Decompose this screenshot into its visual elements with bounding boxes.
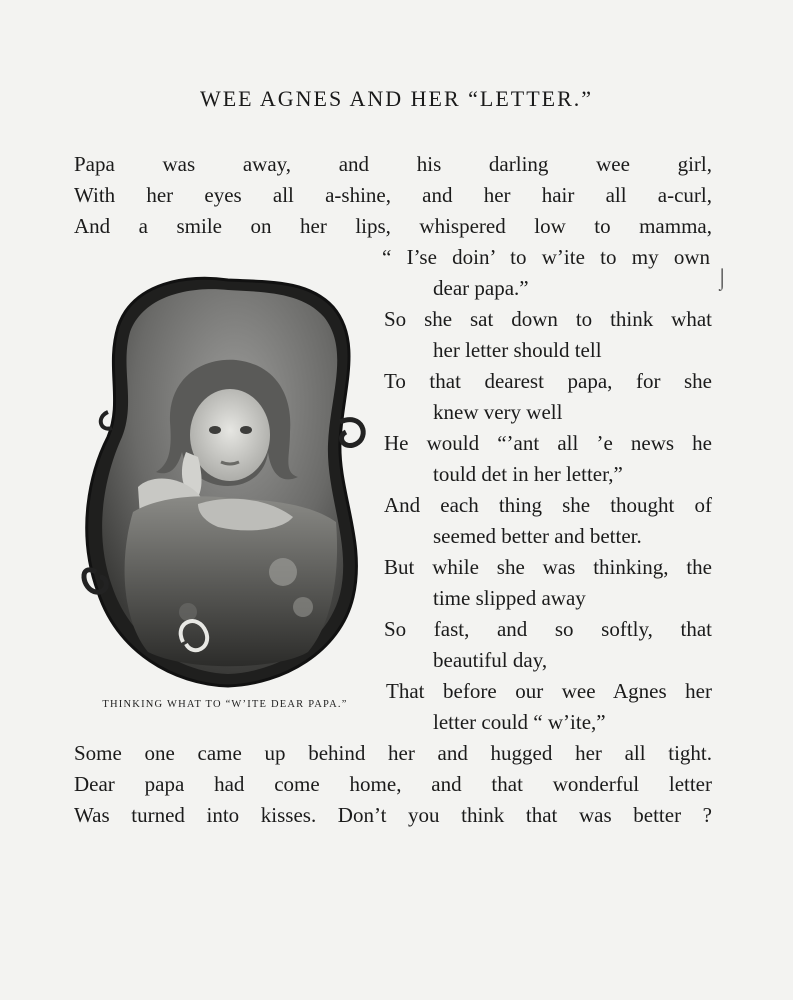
poem-line: her letter should tell — [433, 338, 602, 362]
poem-line: To that dearest papa, for she — [384, 369, 712, 393]
poem-line: And a smile on her lips, whispered low to mamma, — [74, 214, 712, 238]
poem-line: dear papa.” — [433, 276, 529, 300]
poem-line: seemed better and better. — [433, 524, 642, 548]
poem-line: letter could “ w’ite,” — [433, 710, 606, 734]
poem-line: And each thing she thought of — [384, 493, 712, 517]
poem-line: Was turned into kisses. Don’t you think that was better ? — [74, 803, 712, 827]
poem-line: “ I’se doin’ to w’ite to my own — [382, 245, 710, 269]
poem-line: So fast, and so softly, that — [384, 617, 712, 641]
poem-line: knew very well — [433, 400, 563, 424]
poem-line: He would “’ant all ’e news he — [384, 431, 712, 455]
margin-mark: ⌡ — [716, 268, 729, 290]
poem-line: So she sat down to think what — [384, 307, 712, 331]
poem-title: WEE AGNES AND HER “LETTER.” — [199, 86, 594, 111]
poem-line: Papa was away, and his darling wee girl, — [74, 152, 712, 176]
poem-line: Dear papa had come home, and that wonderful letter — [74, 772, 712, 796]
illustration-caption: THINKING WHAT TO “W’ITE DEAR PAPA.” — [102, 699, 348, 710]
poem-line: time slipped away — [433, 586, 586, 610]
child-portrait-illustration — [78, 272, 368, 692]
poem-line: But while she was thinking, the — [384, 555, 712, 579]
poem-line: tould det in her letter,” — [433, 462, 623, 486]
poem-line: With her eyes all a-shine, and her hair all a-curl, — [74, 183, 712, 207]
poem-line: Some one came up behind her and hugged her all tight. — [74, 741, 712, 765]
poem-line: That before our wee Agnes her — [386, 679, 712, 703]
poem-line: beautiful day, — [433, 648, 548, 672]
